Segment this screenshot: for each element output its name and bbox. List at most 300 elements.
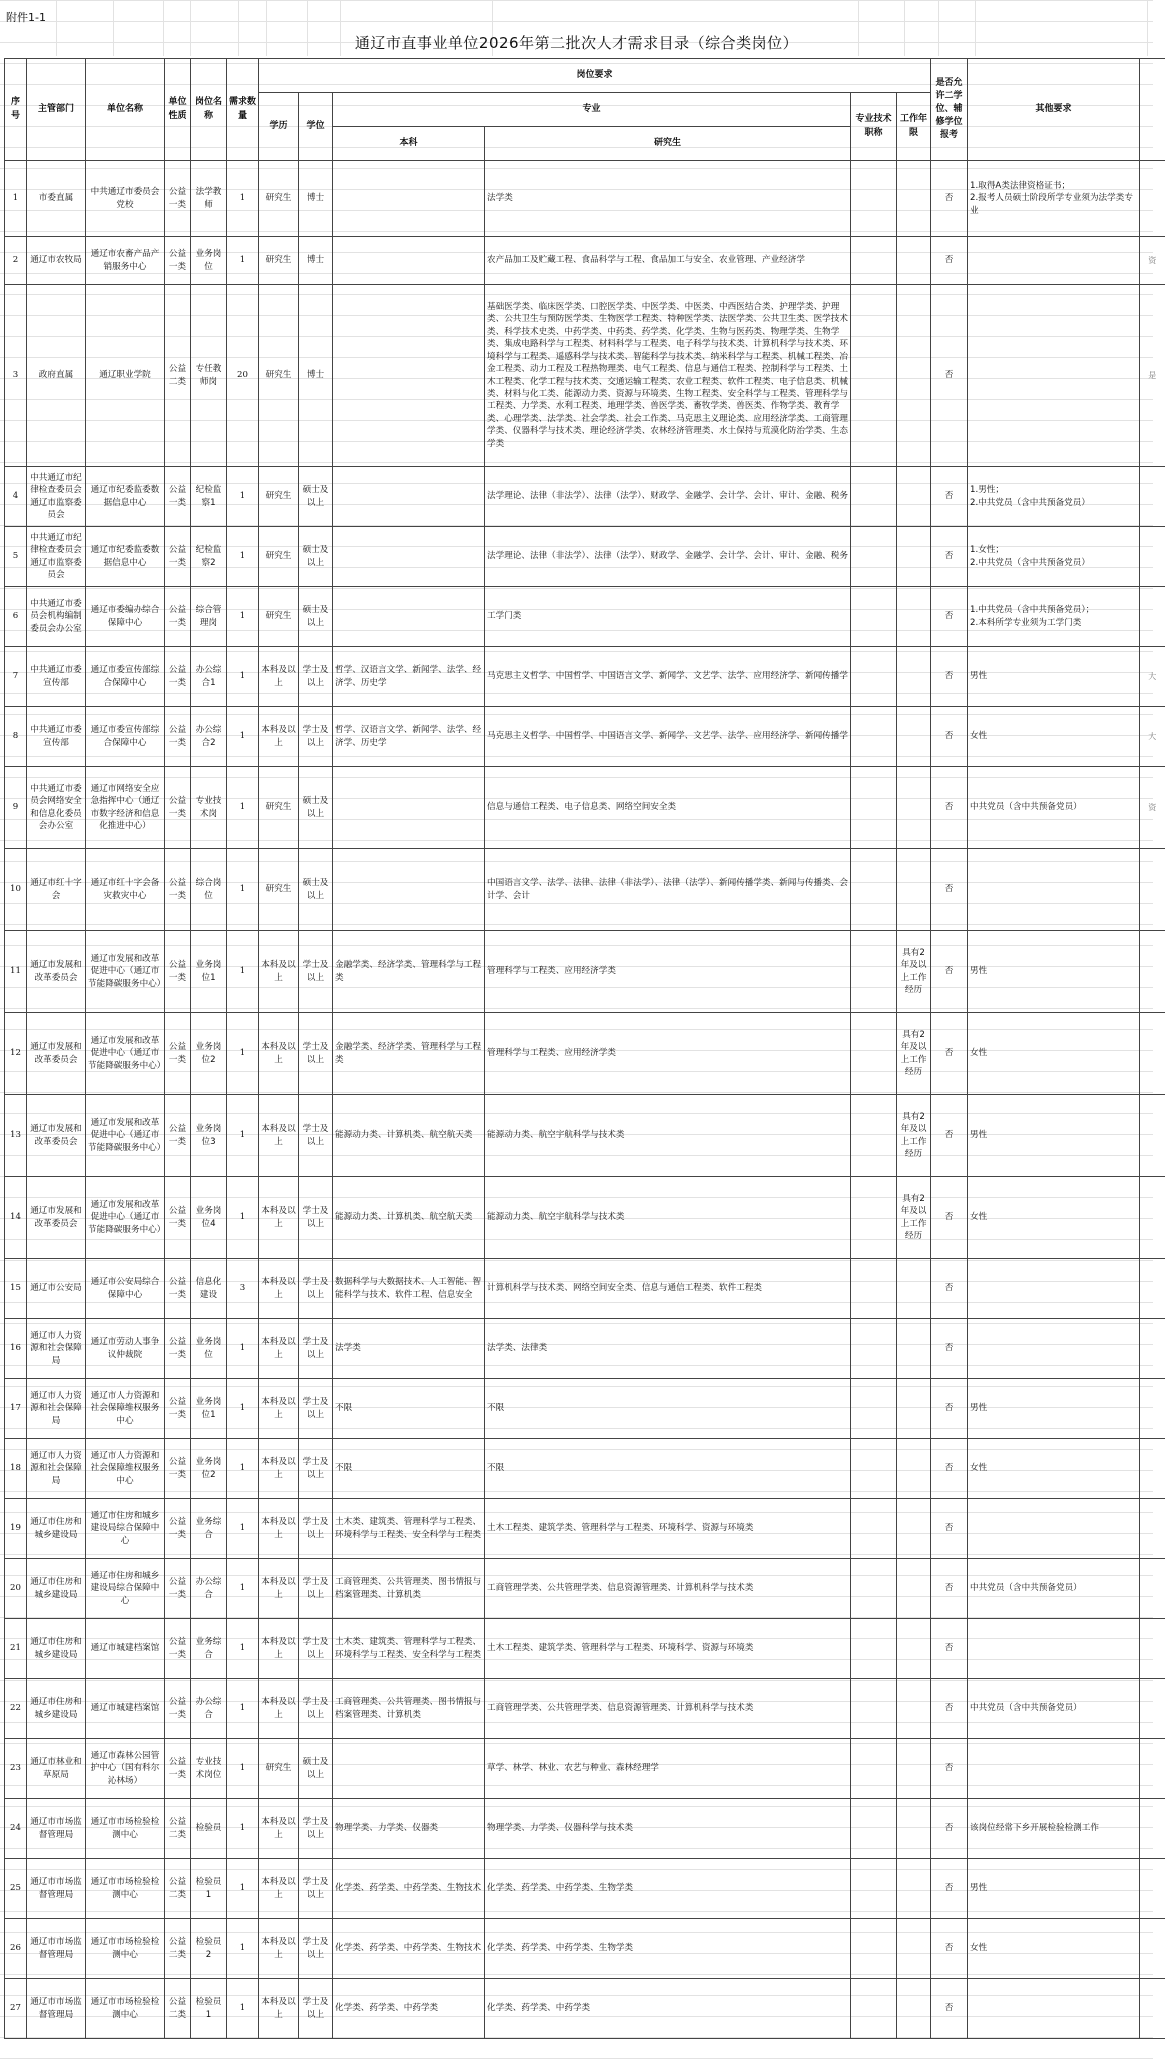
table-row (5, 527, 1165, 587)
cell-unit: 通辽市市场检验检测中心 (86, 1919, 165, 1979)
table-row (5, 1439, 1165, 1499)
cell-degree: 学士及以上 (299, 931, 333, 1013)
cell-work-years (897, 527, 931, 587)
cell-nature: 公益一类 (165, 1177, 191, 1259)
cell-title-req (851, 1679, 897, 1739)
cell-graduate: 化学类、药学类、中药学类 (485, 1979, 851, 2039)
cell-undergrad: 数据科学与大数据技术、人工智能、智能科学与技术、软件工程、信息安全 (333, 1259, 485, 1319)
cell-department: 通辽市住房和城乡建设局 (27, 1499, 86, 1559)
cell-department: 通辽市发展和改革委员会 (27, 1013, 86, 1095)
cell-unit: 通辽市委宣传部综合保障中心 (86, 647, 165, 707)
cell-second-degree: 否 (931, 1499, 968, 1559)
header-department: 主管部门 (27, 59, 86, 161)
cell-unit: 通辽市纪委监委数据信息中心 (86, 527, 165, 587)
cell-count: 1 (227, 849, 259, 931)
table-row (5, 1559, 1165, 1619)
cell-undergrad (333, 849, 485, 931)
cell-clipped (1140, 1979, 1165, 2039)
cell-nature: 公益二类 (165, 1799, 191, 1859)
cell-second-degree: 否 (931, 1439, 968, 1499)
cell-degree: 学士及以上 (299, 1619, 333, 1679)
table-row (5, 1319, 1165, 1379)
cell-education: 研究生 (259, 161, 299, 237)
cell-work-years (897, 237, 931, 285)
cell-position: 纪检监察1 (191, 467, 227, 527)
cell-work-years (897, 1379, 931, 1439)
cell-education: 本科及以上 (259, 1559, 299, 1619)
cell-second-degree: 否 (931, 1379, 968, 1439)
cell-work-years (897, 1799, 931, 1859)
header-work-years: 工作年限 (897, 93, 931, 161)
cell-seq: 1 (5, 161, 27, 237)
cell-count: 1 (227, 1679, 259, 1739)
cell-department: 中共通辽市委员会网络安全和信息化委员会办公室 (27, 767, 86, 849)
cell-clipped (1140, 1619, 1165, 1679)
cell-count: 1 (227, 767, 259, 849)
cell-other: 男性 (968, 931, 1140, 1013)
cell-education: 本科及以上 (259, 1859, 299, 1919)
cell-other (968, 1979, 1140, 2039)
cell-clipped (1140, 849, 1165, 931)
cell-position: 办公综合2 (191, 707, 227, 767)
cell-second-degree: 否 (931, 1319, 968, 1379)
cell-nature: 公益一类 (165, 1259, 191, 1319)
cell-education: 本科及以上 (259, 1259, 299, 1319)
cell-position: 业务岗位 (191, 1319, 227, 1379)
cell-seq: 6 (5, 587, 27, 647)
cell-position: 业务岗位2 (191, 1439, 227, 1499)
cell-clipped (1140, 1859, 1165, 1919)
cell-other: 中共党员（含中共预备党员） (968, 1679, 1140, 1739)
cell-title-req (851, 587, 897, 647)
cell-seq: 19 (5, 1499, 27, 1559)
cell-graduate: 法学类 (485, 161, 851, 237)
cell-department: 中共通辽市纪律检查委员会 通辽市监察委员会 (27, 467, 86, 527)
cell-degree: 学士及以上 (299, 1859, 333, 1919)
cell-second-degree: 否 (931, 931, 968, 1013)
cell-position: 法学教师 (191, 161, 227, 237)
cell-unit: 中共通辽市委员会党校 (86, 161, 165, 237)
cell-clipped (1140, 1259, 1165, 1319)
cell-unit: 通辽市委编办综合保障中心 (86, 587, 165, 647)
cell-degree: 学士及以上 (299, 1979, 333, 2039)
table-row (5, 587, 1165, 647)
cell-graduate: 法学理论、法律（非法学）、法律（法学）、财政学、金融学、会计学、会计、审计、金融、税务 (485, 467, 851, 527)
cell-graduate: 化学类、药学类、中药学类、生物学类 (485, 1859, 851, 1919)
cell-second-degree: 否 (931, 1619, 968, 1679)
cell-work-years (897, 1859, 931, 1919)
cell-nature: 公益一类 (165, 647, 191, 707)
cell-education: 本科及以上 (259, 1095, 299, 1177)
cell-second-degree: 否 (931, 161, 968, 237)
cell-count: 1 (227, 587, 259, 647)
table-row (5, 1799, 1165, 1859)
cell-position: 业务综合 (191, 1619, 227, 1679)
cell-nature: 公益一类 (165, 1095, 191, 1177)
cell-count: 1 (227, 1799, 259, 1859)
requirements-table (4, 58, 1165, 2039)
cell-clipped: 大 (1140, 707, 1165, 767)
cell-graduate: 草学、林学、林业、农艺与种业、森林经理学 (485, 1739, 851, 1799)
cell-undergrad (333, 467, 485, 527)
cell-unit: 通辽市市场检验检测中心 (86, 1979, 165, 2039)
cell-second-degree: 否 (931, 1559, 968, 1619)
cell-education: 本科及以上 (259, 1919, 299, 1979)
cell-degree: 博士 (299, 161, 333, 237)
cell-title-req (851, 1379, 897, 1439)
header-count: 需求数量 (227, 59, 259, 161)
cell-second-degree: 否 (931, 1919, 968, 1979)
cell-undergrad: 哲学、汉语言文学、新闻学、法学、经济学、历史学 (333, 707, 485, 767)
table-row (5, 1679, 1165, 1739)
cell-second-degree: 否 (931, 1739, 968, 1799)
cell-title-req (851, 1859, 897, 1919)
cell-title-req (851, 1559, 897, 1619)
cell-department: 中共通辽市委员会机构编制委员会办公室 (27, 587, 86, 647)
cell-education: 本科及以上 (259, 931, 299, 1013)
cell-title-req (851, 1799, 897, 1859)
cell-department: 通辽市人力资源和社会保障局 (27, 1319, 86, 1379)
cell-undergrad: 工商管理类、公共管理类、图书情报与档案管理类、计算机类 (333, 1679, 485, 1739)
cell-education: 本科及以上 (259, 707, 299, 767)
cell-work-years (897, 1499, 931, 1559)
cell-degree: 硕士及以上 (299, 467, 333, 527)
cell-nature: 公益一类 (165, 161, 191, 237)
cell-position: 业务岗位3 (191, 1095, 227, 1177)
cell-department: 政府直属 (27, 285, 86, 467)
cell-position: 专业技术岗 (191, 767, 227, 849)
cell-count: 1 (227, 237, 259, 285)
cell-second-degree: 否 (931, 467, 968, 527)
cell-clipped (1140, 527, 1165, 587)
cell-unit: 通辽市市场检验检测中心 (86, 1859, 165, 1919)
cell-department: 中共通辽市纪律检查委员会 通辽市监察委员会 (27, 527, 86, 587)
cell-count: 1 (227, 1979, 259, 2039)
cell-department: 通辽市人力资源和社会保障局 (27, 1379, 86, 1439)
cell-title-req (851, 527, 897, 587)
cell-clipped (1140, 1499, 1165, 1559)
cell-count: 1 (227, 527, 259, 587)
cell-title-req (851, 237, 897, 285)
cell-work-years (897, 707, 931, 767)
cell-nature: 公益一类 (165, 1319, 191, 1379)
cell-other (968, 1499, 1140, 1559)
cell-unit: 通辽市劳动人事争议仲裁院 (86, 1319, 165, 1379)
cell-second-degree: 否 (931, 1859, 968, 1919)
cell-department: 通辽市林业和草原局 (27, 1739, 86, 1799)
cell-unit: 通辽市住房和城乡建设局综合保障中心 (86, 1559, 165, 1619)
cell-seq: 17 (5, 1379, 27, 1439)
cell-unit: 通辽市纪委监委数据信息中心 (86, 467, 165, 527)
cell-clipped (1140, 1379, 1165, 1439)
cell-clipped (1140, 1919, 1165, 1979)
cell-title-req (851, 707, 897, 767)
cell-position: 纪检监察2 (191, 527, 227, 587)
table-row (5, 467, 1165, 527)
header-education: 学历 (259, 93, 299, 161)
cell-graduate: 不限 (485, 1379, 851, 1439)
header-row-1 (5, 59, 1165, 93)
cell-second-degree: 否 (931, 527, 968, 587)
cell-undergrad: 化学类、药学类、中药学类、生物技术 (333, 1859, 485, 1919)
cell-title-req (851, 1979, 897, 2039)
cell-count: 1 (227, 1619, 259, 1679)
cell-undergrad (333, 767, 485, 849)
cell-clipped: 资 (1140, 237, 1165, 285)
cell-seq: 4 (5, 467, 27, 527)
cell-graduate: 不限 (485, 1439, 851, 1499)
cell-undergrad: 物理学类、力学类、仪器类 (333, 1799, 485, 1859)
cell-position: 办公综合1 (191, 647, 227, 707)
cell-department: 市委直属 (27, 161, 86, 237)
cell-seq: 5 (5, 527, 27, 587)
cell-other: 中共党员（含中共预备党员） (968, 1559, 1140, 1619)
cell-position: 检验员1 (191, 1859, 227, 1919)
cell-unit: 通辽市发展和改革促进中心（通辽市节能降碳服务中心） (86, 1177, 165, 1259)
cell-nature: 公益一类 (165, 1739, 191, 1799)
cell-graduate: 土木工程类、建筑学类、管理科学与工程类、环境科学、资源与环境类 (485, 1499, 851, 1559)
cell-seq: 7 (5, 647, 27, 707)
cell-other: 该岗位经常下乡开展检验检测工作 (968, 1799, 1140, 1859)
cell-other: 女性 (968, 707, 1140, 767)
cell-undergrad: 化学类、药学类、中药学类、生物技术 (333, 1919, 485, 1979)
cell-degree: 学士及以上 (299, 1499, 333, 1559)
cell-degree: 学士及以上 (299, 1799, 333, 1859)
cell-position: 检验员2 (191, 1919, 227, 1979)
cell-work-years (897, 467, 931, 527)
cell-degree: 学士及以上 (299, 1379, 333, 1439)
cell-count: 1 (227, 1095, 259, 1177)
cell-seq: 2 (5, 237, 27, 285)
cell-education: 研究生 (259, 849, 299, 931)
cell-graduate: 工商管理学类、公共管理学类、信息资源管理类、计算机科学与技术类 (485, 1559, 851, 1619)
cell-degree: 硕士及以上 (299, 587, 333, 647)
cell-work-years (897, 849, 931, 931)
cell-undergrad (333, 237, 485, 285)
cell-position: 检验员1 (191, 1979, 227, 2039)
cell-degree: 硕士及以上 (299, 849, 333, 931)
cell-title-req (851, 849, 897, 931)
cell-work-years (897, 1439, 931, 1499)
cell-work-years (897, 1259, 931, 1319)
cell-second-degree: 否 (931, 1177, 968, 1259)
cell-work-years (897, 1739, 931, 1799)
cell-education: 本科及以上 (259, 1013, 299, 1095)
cell-unit: 通辽职业学院 (86, 285, 165, 467)
cell-nature: 公益二类 (165, 1979, 191, 2039)
cell-title-req (851, 767, 897, 849)
cell-undergrad: 金融学类、经济学类、管理科学与工程类 (333, 1013, 485, 1095)
cell-count: 1 (227, 931, 259, 1013)
cell-unit: 通辽市市场检验检测中心 (86, 1799, 165, 1859)
cell-second-degree: 否 (931, 767, 968, 849)
cell-position: 综合管理岗 (191, 587, 227, 647)
cell-count: 20 (227, 285, 259, 467)
cell-education: 研究生 (259, 237, 299, 285)
cell-graduate: 法学理论、法律（非法学）、法律（法学）、财政学、金融学、会计学、会计、审计、金融、税务 (485, 527, 851, 587)
cell-seq: 12 (5, 1013, 27, 1095)
cell-work-years: 具有2年及以上工作经历 (897, 1177, 931, 1259)
cell-graduate: 中国语言文学、法学、法律、法律（非法学）、法律（法学）、新闻传播学类、新闻与传播类、会计学、会计 (485, 849, 851, 931)
cell-nature: 公益一类 (165, 1439, 191, 1499)
cell-graduate: 化学类、药学类、中药学类、生物学类 (485, 1919, 851, 1979)
cell-clipped (1140, 161, 1165, 237)
cell-second-degree: 否 (931, 1095, 968, 1177)
cell-title-req (851, 161, 897, 237)
cell-second-degree: 否 (931, 647, 968, 707)
cell-degree: 硕士及以上 (299, 767, 333, 849)
cell-degree: 学士及以上 (299, 707, 333, 767)
cell-department: 通辽市住房和城乡建设局 (27, 1559, 86, 1619)
cell-degree: 学士及以上 (299, 647, 333, 707)
cell-title-req (851, 1439, 897, 1499)
cell-second-degree: 否 (931, 707, 968, 767)
cell-work-years: 具有2年及以上工作经历 (897, 1095, 931, 1177)
cell-undergrad: 不限 (333, 1379, 485, 1439)
header-undergrad: 本科 (333, 127, 485, 161)
cell-unit: 通辽市网络安全应急指挥中心（通辽市数字经济和信息化推进中心） (86, 767, 165, 849)
cell-degree: 学士及以上 (299, 1679, 333, 1739)
cell-graduate: 信息与通信工程类、电子信息类、网络空间安全类 (485, 767, 851, 849)
cell-seq: 9 (5, 767, 27, 849)
cell-unit: 通辽市发展和改革促进中心（通辽市节能降碳服务中心） (86, 931, 165, 1013)
header-degree: 学位 (299, 93, 333, 161)
table-row (5, 1979, 1165, 2039)
cell-undergrad (333, 1739, 485, 1799)
cell-education: 本科及以上 (259, 1799, 299, 1859)
cell-count: 1 (227, 1319, 259, 1379)
cell-count: 1 (227, 1739, 259, 1799)
cell-other: 1.中共党员（含中共预备党员）； 2.本科所学专业须为工学门类 (968, 587, 1140, 647)
cell-work-years (897, 1679, 931, 1739)
cell-education: 本科及以上 (259, 1619, 299, 1679)
cell-education: 研究生 (259, 587, 299, 647)
cell-other (968, 1259, 1140, 1319)
cell-department: 通辽市市场监督管理局 (27, 1979, 86, 2039)
cell-count: 1 (227, 1859, 259, 1919)
cell-nature: 公益一类 (165, 1379, 191, 1439)
table-row (5, 931, 1165, 1013)
cell-department: 通辽市住房和城乡建设局 (27, 1619, 86, 1679)
cell-department: 通辽市人力资源和社会保障局 (27, 1439, 86, 1499)
cell-other: 女性 (968, 1439, 1140, 1499)
cell-seq: 15 (5, 1259, 27, 1319)
cell-clipped (1140, 1679, 1165, 1739)
cell-second-degree: 否 (931, 587, 968, 647)
cell-seq: 24 (5, 1799, 27, 1859)
cell-second-degree: 否 (931, 1679, 968, 1739)
header-clipped (1140, 59, 1165, 161)
cell-education: 研究生 (259, 467, 299, 527)
page-title: 通辽市直事业单位2026年第二批次人才需求目录（综合类岗位） (354, 34, 799, 52)
cell-title-req (851, 1319, 897, 1379)
cell-clipped (1140, 1013, 1165, 1095)
cell-count: 1 (227, 1559, 259, 1619)
cell-other (968, 1739, 1140, 1799)
cell-seq: 13 (5, 1095, 27, 1177)
cell-education: 本科及以上 (259, 1439, 299, 1499)
cell-work-years (897, 587, 931, 647)
header-other: 其他要求 (968, 59, 1140, 161)
cell-nature: 公益二类 (165, 285, 191, 467)
cell-other (968, 285, 1140, 467)
cell-title-req (851, 1619, 897, 1679)
cell-undergrad: 哲学、汉语言文学、新闻学、法学、经济学、历史学 (333, 647, 485, 707)
cell-other: 男性 (968, 647, 1140, 707)
cell-clipped (1140, 1177, 1165, 1259)
cell-seq: 16 (5, 1319, 27, 1379)
header-unit: 单位名称 (86, 59, 165, 161)
cell-degree: 博士 (299, 237, 333, 285)
cell-nature: 公益一类 (165, 587, 191, 647)
table-row (5, 767, 1165, 849)
cell-clipped: 是 (1140, 285, 1165, 467)
cell-clipped (1140, 1439, 1165, 1499)
cell-clipped (1140, 467, 1165, 527)
cell-count: 1 (227, 1499, 259, 1559)
cell-position: 业务岗位4 (191, 1177, 227, 1259)
cell-other: 女性 (968, 1013, 1140, 1095)
table-row (5, 707, 1165, 767)
cell-second-degree: 否 (931, 1979, 968, 2039)
table-row (5, 237, 1165, 285)
cell-undergrad: 化学类、药学类、中药学类 (333, 1979, 485, 2039)
cell-count: 1 (227, 467, 259, 527)
cell-clipped: 资 (1140, 767, 1165, 849)
cell-second-degree: 否 (931, 1013, 968, 1095)
cell-title-req (851, 1177, 897, 1259)
table-row (5, 1379, 1165, 1439)
cell-degree: 学士及以上 (299, 1319, 333, 1379)
cell-seq: 18 (5, 1439, 27, 1499)
cell-department: 通辽市红十字会 (27, 849, 86, 931)
cell-position: 信息化建设 (191, 1259, 227, 1319)
cell-seq: 23 (5, 1739, 27, 1799)
cell-seq: 26 (5, 1919, 27, 1979)
cell-other (968, 1319, 1140, 1379)
cell-unit: 通辽市城建档案馆 (86, 1619, 165, 1679)
cell-education: 研究生 (259, 285, 299, 467)
cell-count: 1 (227, 707, 259, 767)
cell-department: 通辽市住房和城乡建设局 (27, 1679, 86, 1739)
cell-department: 通辽市市场监督管理局 (27, 1859, 86, 1919)
cell-second-degree: 否 (931, 849, 968, 931)
cell-undergrad (333, 587, 485, 647)
cell-position: 业务综合 (191, 1499, 227, 1559)
cell-other: 女性 (968, 1177, 1140, 1259)
cell-department: 中共通辽市委宣传部 (27, 707, 86, 767)
cell-seq: 11 (5, 931, 27, 1013)
cell-degree: 博士 (299, 285, 333, 467)
cell-clipped (1140, 587, 1165, 647)
header-graduate: 研究生 (485, 127, 851, 161)
cell-count: 1 (227, 1919, 259, 1979)
cell-count: 1 (227, 161, 259, 237)
cell-unit: 通辽市发展和改革促进中心（通辽市节能降碳服务中心） (86, 1095, 165, 1177)
cell-position: 专业技术岗位 (191, 1739, 227, 1799)
cell-undergrad: 土木类、建筑类、管理科学与工程类、环境科学与工程类、安全科学与工程类 (333, 1619, 485, 1679)
cell-undergrad: 土木类、建筑类、管理科学与工程类、环境科学与工程类、安全科学与工程类 (333, 1499, 485, 1559)
cell-other: 男性 (968, 1095, 1140, 1177)
cell-second-degree: 否 (931, 237, 968, 285)
cell-education: 本科及以上 (259, 1319, 299, 1379)
cell-work-years (897, 1319, 931, 1379)
cell-work-years (897, 1619, 931, 1679)
cell-position: 检验员 (191, 1799, 227, 1859)
header-seq: 序号 (5, 59, 27, 161)
cell-department: 通辽市发展和改革委员会 (27, 931, 86, 1013)
cell-position: 办公综合 (191, 1559, 227, 1619)
